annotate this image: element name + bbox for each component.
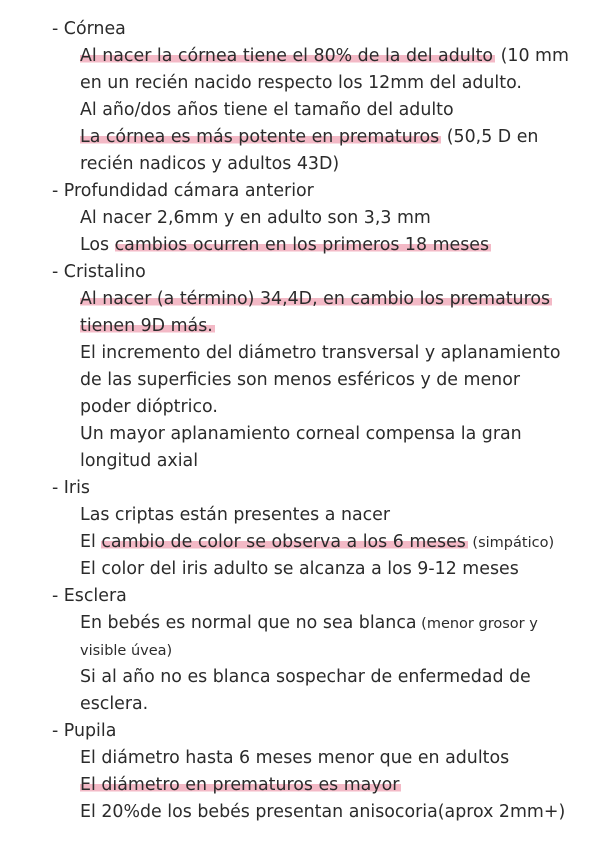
note-line xyxy=(80,340,560,367)
note-text: (simpático) xyxy=(467,535,555,551)
highlighted-text: cambios ocurren en los primeros 18 meses xyxy=(114,235,490,255)
note-text: Los xyxy=(80,235,115,255)
note-text: Al año/dos años tiene el tamaño del adulto xyxy=(80,100,454,120)
note-line xyxy=(80,448,198,475)
note-line xyxy=(80,97,454,124)
note-text: Si al año no es blanca sospechar de enfermedad de xyxy=(80,667,531,687)
note-text: El 20%de los bebés presentan anisocoria(aprox 2mm+) xyxy=(80,802,566,822)
note-text: El incremento del diámetro transversal y aplanamiento xyxy=(80,343,561,363)
section-heading: - Profundidad cámara anterior xyxy=(52,181,314,201)
note-line xyxy=(80,367,520,394)
note-line xyxy=(80,637,172,665)
section-heading: - Córnea xyxy=(52,19,126,39)
note-line xyxy=(80,124,538,151)
section-heading: - Iris xyxy=(52,478,90,498)
note-line xyxy=(80,313,215,340)
highlighted-text: tienen 9D más. xyxy=(80,316,213,336)
note-text: de las superficies son menos esféricos y de menor xyxy=(80,370,520,390)
note-line xyxy=(80,529,554,557)
note-text: visible úvea) xyxy=(80,643,173,659)
note-text: (10 mm xyxy=(495,46,569,66)
highlighted-text: Al nacer la córnea tiene el 80% de la del adulto xyxy=(80,46,494,66)
note-text: en un recién nacido respecto los 12mm del adulto. xyxy=(80,73,522,93)
section-heading: - Cristalino xyxy=(52,262,146,282)
note-text: Las criptas están presentes a nacer xyxy=(80,505,391,525)
note-line xyxy=(80,151,339,178)
section-heading: - Esclera xyxy=(52,586,127,606)
note-line xyxy=(80,664,531,691)
note-line xyxy=(80,745,509,772)
highlighted-text: cambio de color se observa a los 6 meses xyxy=(101,532,466,552)
note-text: (50,5 D en xyxy=(441,127,539,147)
note-text: (menor grosor y xyxy=(416,616,538,632)
note-line xyxy=(80,421,522,448)
note-text: El xyxy=(80,532,102,552)
highlighted-text: La córnea es más potente en prematuros xyxy=(80,127,440,147)
note-line xyxy=(80,43,569,70)
note-text: En bebés es normal que no sea blanca xyxy=(80,613,417,633)
note-line xyxy=(80,502,390,529)
note-text: longitud axial xyxy=(80,451,199,471)
note-text: esclera. xyxy=(80,694,149,714)
note-text: El color del iris adulto se alcanza a los 9-12 meses xyxy=(80,559,519,579)
note-line xyxy=(80,772,401,799)
highlighted-text: El diámetro en prematuros es mayor xyxy=(80,775,400,795)
section-heading: - Pupila xyxy=(52,721,117,741)
note-line xyxy=(80,205,431,232)
note-line xyxy=(80,799,565,826)
note-line xyxy=(80,232,491,259)
note-text: recién nadicos y adultos 43D) xyxy=(80,154,340,174)
note-line xyxy=(80,394,218,421)
note-line xyxy=(80,286,552,313)
note-line xyxy=(80,691,148,718)
note-text: Un mayor aplanamiento corneal compensa la gran xyxy=(80,424,522,444)
note-text: poder dióptrico. xyxy=(80,397,218,417)
note-text: Al nacer 2,6mm y en adulto son 3,3 mm xyxy=(80,208,431,228)
note-line xyxy=(80,556,519,583)
highlighted-text: Al nacer (a término) 34,4D, en cambio los prematuros xyxy=(80,289,551,309)
note-text: El diámetro hasta 6 meses menor que en adultos xyxy=(80,748,510,768)
note-line xyxy=(80,610,538,638)
note-line xyxy=(80,70,522,97)
